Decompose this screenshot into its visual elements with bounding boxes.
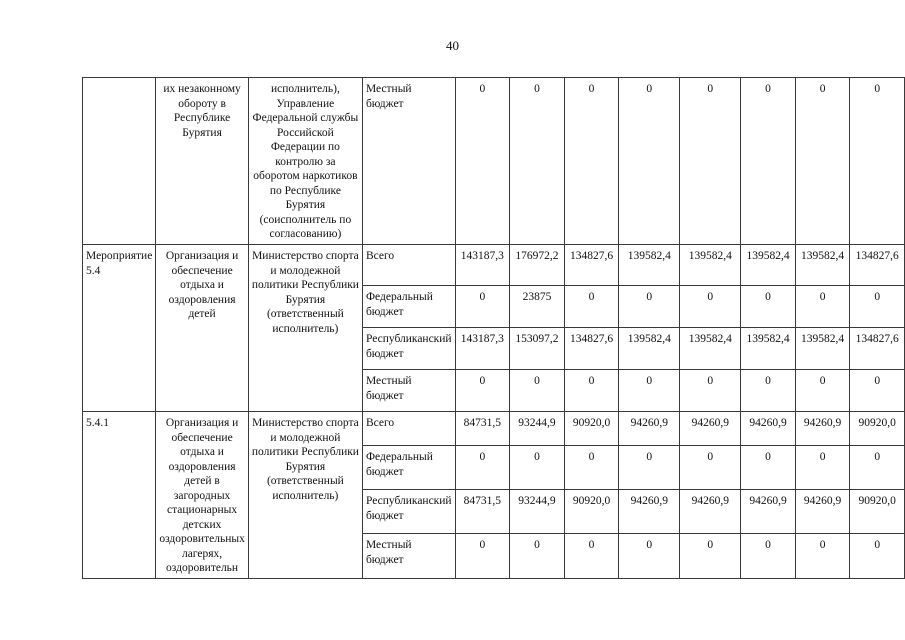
value-cell: 0 xyxy=(564,78,619,245)
funding-source-cell: Федеральный бюджет xyxy=(362,286,455,328)
value-cell: 90920,0 xyxy=(850,412,905,446)
activity-name-cell: их незаконному обороту в Республике Бурятия xyxy=(156,78,249,245)
value-cell: 134827,6 xyxy=(564,328,619,370)
value-cell: 93244,9 xyxy=(510,412,565,446)
value-cell: 0 xyxy=(680,534,741,578)
value-cell: 0 xyxy=(741,534,796,578)
code-cell: Мероприятие 5.4 xyxy=(83,245,156,412)
table-row xyxy=(83,78,905,245)
value-cell: 0 xyxy=(850,446,905,490)
value-cell: 0 xyxy=(510,534,565,578)
code-cell: 5.4.1 xyxy=(83,412,156,579)
value-cell: 0 xyxy=(619,286,680,328)
value-cell: 0 xyxy=(510,370,565,412)
value-cell: 0 xyxy=(680,370,741,412)
value-cell: 0 xyxy=(619,446,680,490)
value-cell: 0 xyxy=(795,370,850,412)
value-cell: 94260,9 xyxy=(795,490,850,534)
value-cell: 0 xyxy=(455,286,510,328)
value-cell: 94260,9 xyxy=(619,412,680,446)
value-cell: 0 xyxy=(564,534,619,578)
value-cell: 94260,9 xyxy=(741,490,796,534)
value-cell: 94260,9 xyxy=(795,412,850,446)
value-cell: 0 xyxy=(741,370,796,412)
funding-source-cell: Местный бюджет xyxy=(362,78,455,245)
value-cell: 139582,4 xyxy=(741,245,796,286)
value-cell: 84731,5 xyxy=(455,412,510,446)
value-cell: 94260,9 xyxy=(680,490,741,534)
value-cell: 139582,4 xyxy=(795,328,850,370)
value-cell: 0 xyxy=(850,78,905,245)
value-cell: 0 xyxy=(850,370,905,412)
value-cell: 0 xyxy=(795,286,850,328)
value-cell: 94260,9 xyxy=(741,412,796,446)
budget-table xyxy=(82,77,905,579)
value-cell: 94260,9 xyxy=(680,412,741,446)
value-cell: 0 xyxy=(455,446,510,490)
value-cell: 90920,0 xyxy=(850,490,905,534)
executor-cell: исполнитель), Управление Федеральной службы Российской Федерации по контролю за оборотом наркотиков по Республике Бурятия (соисполнитель по согласованию) xyxy=(248,78,362,245)
value-cell: 134827,6 xyxy=(564,245,619,286)
table-row xyxy=(83,412,905,446)
value-cell: 0 xyxy=(741,78,796,245)
executor-cell: Министерство спорта и молодежной политики Республики Бурятия (ответственный исполнитель) xyxy=(248,245,362,412)
value-cell: 134827,6 xyxy=(850,328,905,370)
value-cell: 139582,4 xyxy=(741,328,796,370)
value-cell: 139582,4 xyxy=(795,245,850,286)
value-cell: 139582,4 xyxy=(619,328,680,370)
value-cell: 0 xyxy=(680,78,741,245)
value-cell: 0 xyxy=(619,78,680,245)
value-cell: 0 xyxy=(564,286,619,328)
value-cell: 143187,3 xyxy=(455,245,510,286)
funding-source-cell: Республиканский бюджет xyxy=(362,328,455,370)
executor-cell: Министерство спорта и молодежной политики Республики Бурятия (ответственный исполнитель) xyxy=(248,412,362,579)
value-cell: 139582,4 xyxy=(680,245,741,286)
value-cell: 0 xyxy=(510,78,565,245)
value-cell: 0 xyxy=(795,534,850,578)
value-cell: 0 xyxy=(850,534,905,578)
value-cell: 94260,9 xyxy=(619,490,680,534)
page-number: 40 xyxy=(446,38,459,53)
value-cell: 139582,4 xyxy=(680,328,741,370)
value-cell: 0 xyxy=(795,446,850,490)
value-cell: 90920,0 xyxy=(564,490,619,534)
activity-name-cell: Организация и обеспечение отдыха и оздоровления детей xyxy=(156,245,249,412)
funding-source-cell: Республиканский бюджет xyxy=(362,490,455,534)
value-cell: 0 xyxy=(510,446,565,490)
value-cell: 0 xyxy=(619,370,680,412)
funding-source-cell: Всего xyxy=(362,412,455,446)
funding-source-cell: Всего xyxy=(362,245,455,286)
value-cell: 176972,2 xyxy=(510,245,565,286)
value-cell: 0 xyxy=(564,370,619,412)
value-cell: 0 xyxy=(680,286,741,328)
value-cell: 0 xyxy=(619,534,680,578)
code-cell xyxy=(83,78,156,245)
value-cell: 139582,4 xyxy=(619,245,680,286)
value-cell: 90920,0 xyxy=(564,412,619,446)
value-cell: 0 xyxy=(795,78,850,245)
value-cell: 0 xyxy=(741,446,796,490)
activity-name-cell: Организация и обеспечение отдыха и оздоровления детей в загородных стационарных детских оздоровительных лагерях, оздоровительн xyxy=(156,412,249,579)
value-cell: 23875 xyxy=(510,286,565,328)
value-cell: 0 xyxy=(741,286,796,328)
value-cell: 143187,3 xyxy=(455,328,510,370)
table-row xyxy=(83,245,905,286)
value-cell: 0 xyxy=(455,78,510,245)
value-cell: 84731,5 xyxy=(455,490,510,534)
value-cell: 93244,9 xyxy=(510,490,565,534)
value-cell: 0 xyxy=(680,446,741,490)
value-cell: 0 xyxy=(455,370,510,412)
value-cell: 134827,6 xyxy=(850,245,905,286)
value-cell: 0 xyxy=(850,286,905,328)
value-cell: 0 xyxy=(455,534,510,578)
value-cell: 153097,2 xyxy=(510,328,565,370)
funding-source-cell: Федеральный бюджет xyxy=(362,446,455,490)
value-cell: 0 xyxy=(564,446,619,490)
funding-source-cell: Местный бюджет xyxy=(362,534,455,578)
funding-source-cell: Местный бюджет xyxy=(362,370,455,412)
